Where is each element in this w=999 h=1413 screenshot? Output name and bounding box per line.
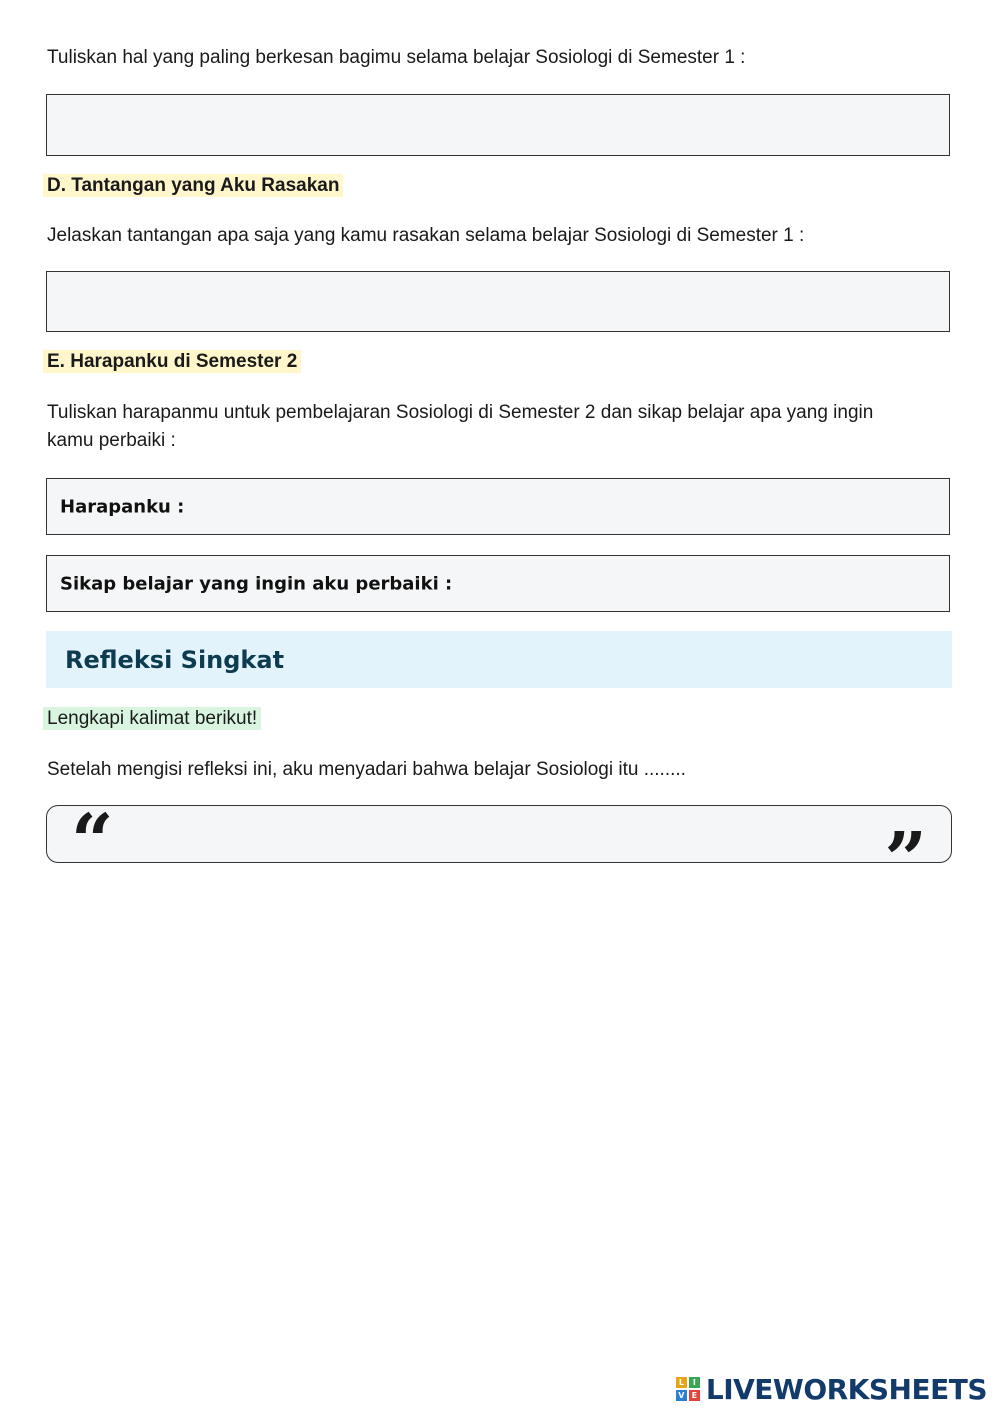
reflection-instruction — [43, 708, 261, 730]
section-e-heading — [43, 351, 301, 373]
answer-box-berkesan[interactable] — [46, 94, 950, 156]
section-d-heading — [43, 175, 343, 197]
logo-letter-l: L — [676, 1377, 687, 1388]
answer-box-harapan[interactable] — [46, 478, 950, 535]
answer-box-tantangan[interactable] — [46, 271, 950, 332]
answer-box-sikap[interactable] — [46, 555, 950, 612]
section-e-heading-text: E. Harapanku di Semester 2 — [43, 350, 301, 373]
harapan-label: Harapanku : — [60, 496, 185, 517]
reflection-banner — [46, 631, 952, 688]
prompt-harapan-line2: kamu perbaiki : — [47, 430, 176, 451]
close-quote-icon: ” — [884, 817, 927, 903]
logo-letter-v: V — [676, 1390, 687, 1401]
liveworksheets-brand-text: LIVEWORKSHEETS — [705, 1372, 987, 1406]
prompt-harapan-line1: Tuliskan harapanmu untuk pembelajaran Sosiologi di Semester 2 dan sikap belajar apa yang ingin — [47, 402, 874, 423]
reflection-instruction-text: Lengkapi kalimat berikut! — [43, 707, 261, 730]
prompt-tantangan: Jelaskan tantangan apa saja yang kamu rasakan selama belajar Sosiologi di Semester 1 : — [47, 225, 805, 246]
liveworksheets-logo — [676, 1371, 987, 1407]
reflection-title: Refleksi Singkat — [65, 645, 285, 674]
prompt-harapan — [47, 399, 947, 455]
liveworksheets-logo-icon — [676, 1377, 700, 1401]
open-quote-icon: “ — [71, 799, 114, 885]
reflection-answer-box[interactable] — [46, 799, 952, 903]
logo-letter-i: I — [689, 1377, 700, 1388]
sikap-label: Sikap belajar yang ingin aku perbaiki : — [60, 573, 453, 594]
logo-letter-e: E — [689, 1390, 700, 1401]
section-d-heading-text: D. Tantangan yang Aku Rasakan — [43, 174, 343, 197]
prompt-berkesan: Tuliskan hal yang paling berkesan bagimu selama belajar Sosiologi di Semester 1 : — [47, 47, 746, 68]
reflection-prompt: Setelah mengisi refleksi ini, aku menyadari bahwa belajar Sosiologi itu ........ — [47, 759, 686, 780]
